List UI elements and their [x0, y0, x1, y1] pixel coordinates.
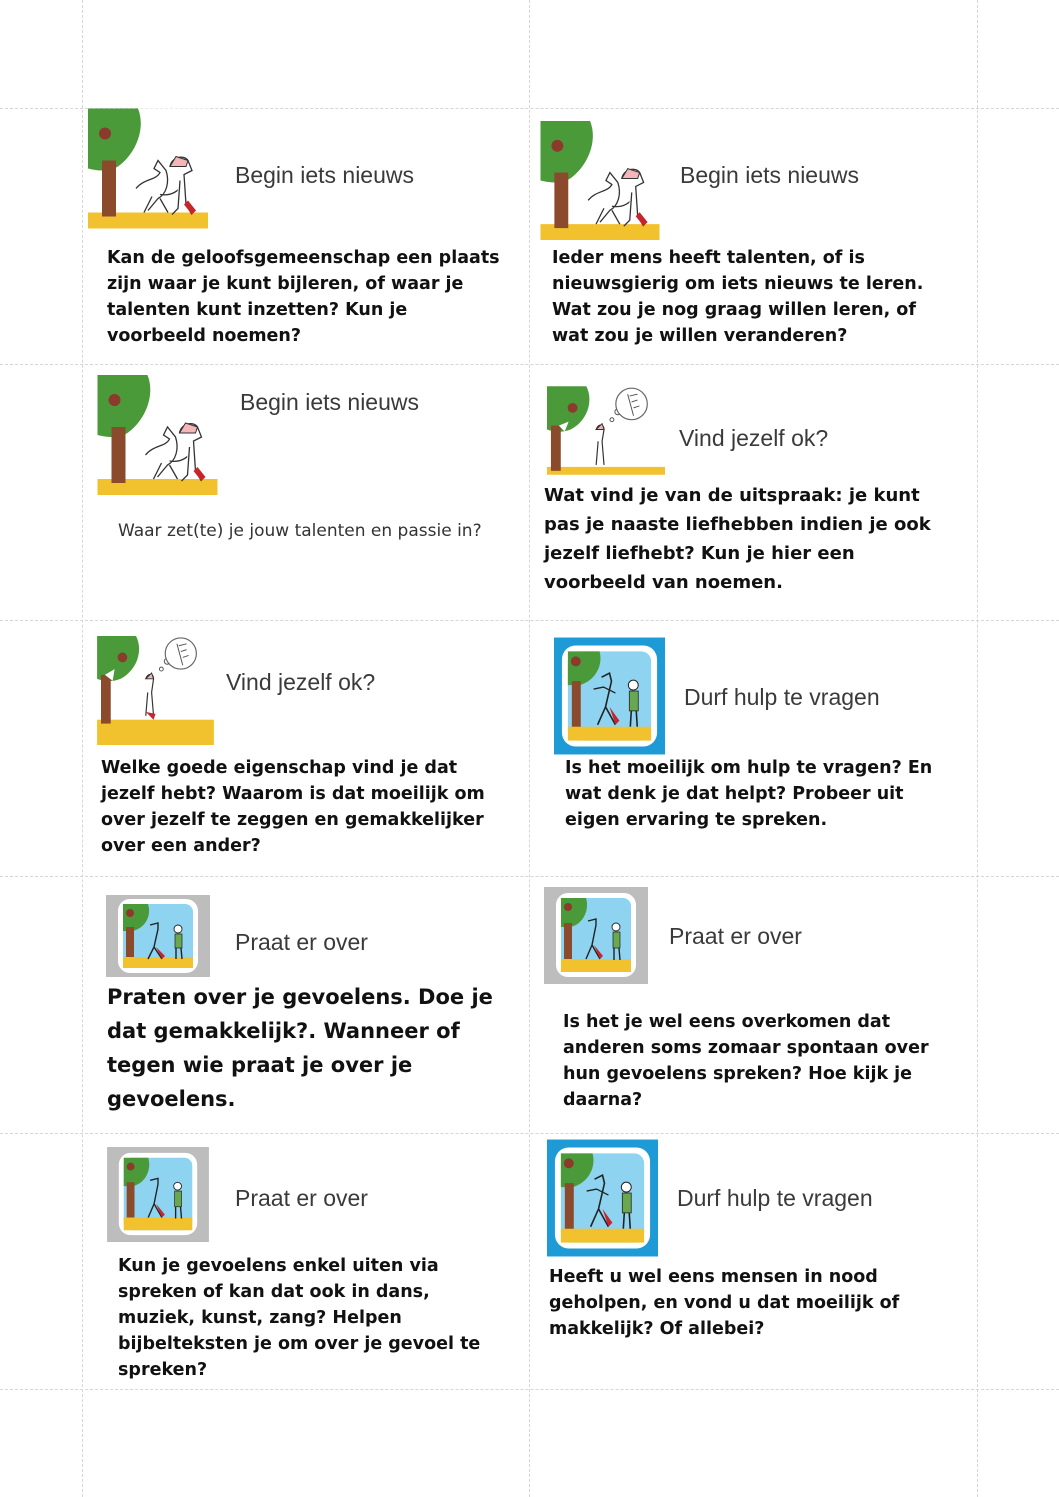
card-question: Waar zet(te) je jouw talenten en passie in? — [118, 521, 482, 541]
cut-line — [977, 0, 978, 1497]
cut-line — [82, 0, 83, 1497]
card-question: Welke goede eigenschap vind je dat jezelf hebt? Waarom is dat moeilijk om over jezelf te zeggen en gemakkelijker over een ander? — [101, 758, 485, 856]
card-title: Vind jezelf ok? — [679, 425, 829, 451]
card-question: Praten over je gevoelens. Doe je dat gemakkelijk?. Wanneer of tegen wie praat je over je gevoelens. — [107, 985, 493, 1111]
cut-line — [529, 0, 530, 1497]
stamp-two-figures-icon — [544, 887, 648, 984]
card-title: Begin iets nieuws — [240, 389, 419, 415]
card-title: Praat er over — [235, 1185, 368, 1211]
card-title: Durf hulp te vragen — [677, 1185, 873, 1211]
card-question: Is het moeilijk om hulp te vragen? En wat denk je dat helpt? Probeer uit eigen ervaring te spreken. — [565, 758, 933, 830]
card-title: Vind jezelf ok? — [226, 669, 376, 695]
stamp-two-figures-icon — [554, 637, 665, 755]
card-question: Heeft u wel eens mensen in nood geholpen, en vond u dat moeilijk of makkelijk? Of allebei? — [549, 1267, 900, 1339]
card-title: Praat er over — [669, 923, 802, 949]
card-question: Wat vind je van de uitspraak: je kunt pas je naaste liefhebben indien je ook jezelf liefhebt? Kun je hier een voorbeeld van noemen. — [544, 485, 931, 593]
stamp-two-figures-icon — [547, 1137, 658, 1259]
card-question: Kan de geloofsgemeenschap een plaats zijn waar je kunt bijleren, of waar je talenten kunt inzetten? Kun je voorbeeld noemen? — [107, 248, 500, 346]
card-question: Ieder mens heeft talenten, of is nieuwsgierig om iets nieuws te leren. Wat zou je nog graag willen leren, of wat zou je willen veranderen? — [552, 248, 924, 346]
tree-figure-thinking-icon — [547, 386, 665, 475]
card-title: Praat er over — [235, 929, 368, 955]
card-title: Begin iets nieuws — [680, 162, 859, 188]
card-question: Is het je wel eens overkomen dat anderen soms zomaar spontaan over hun gevoelens spreken? Hoe kijk je daarna? — [563, 1012, 929, 1110]
stamp-two-figures-icon — [106, 895, 210, 977]
tree-cat-walking-icon — [539, 121, 661, 240]
card-question: Kun je gevoelens enkel uiten via spreken of kan dat ook in dans, muziek, kunst, zang? Helpen bijbelteksten je om over je gevoel te spreken? — [118, 1256, 481, 1380]
card-title: Begin iets nieuws — [235, 162, 414, 188]
stamp-two-figures-icon — [106, 1147, 210, 1242]
tree-cat-walking-icon — [97, 375, 218, 495]
tree-cat-walking-icon — [88, 108, 208, 229]
tree-figure-thinking-icon — [97, 636, 214, 745]
card-title: Durf hulp te vragen — [684, 684, 880, 710]
